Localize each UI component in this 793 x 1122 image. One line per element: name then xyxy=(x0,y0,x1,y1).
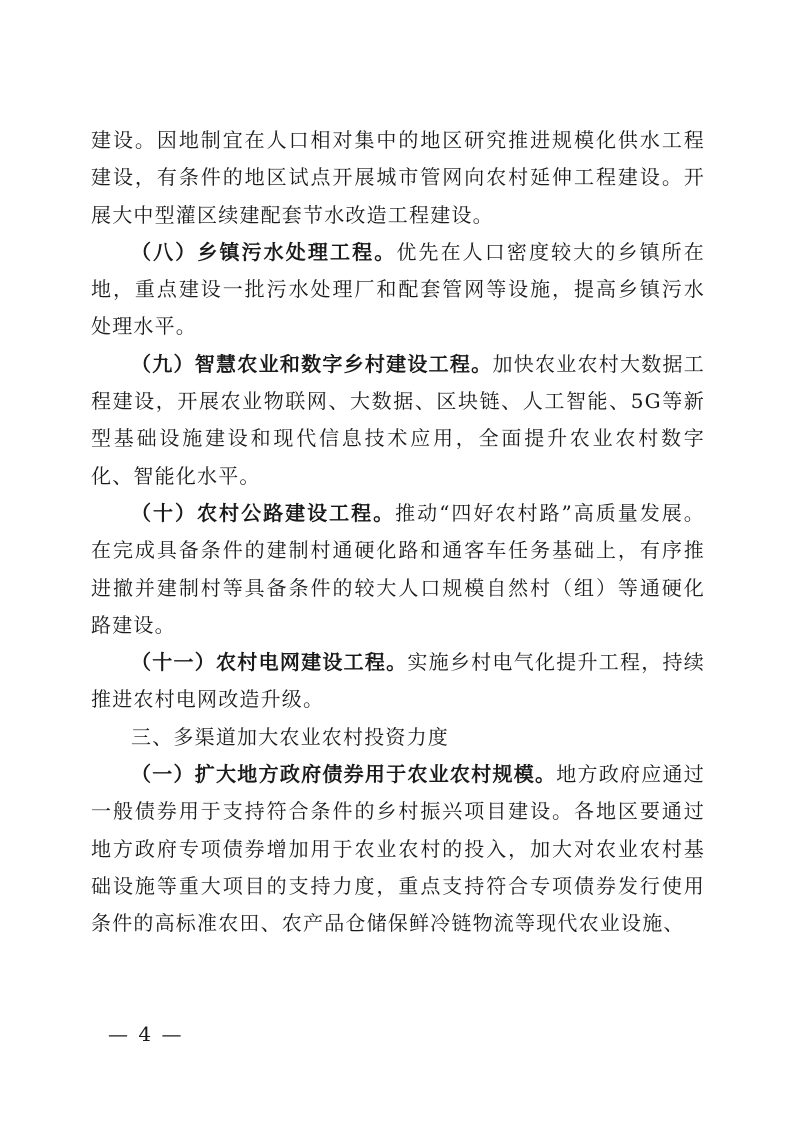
paragraph-heading: （八）乡镇污水处理工程。 xyxy=(131,239,397,264)
paragraph-continuation xyxy=(91,122,705,234)
paragraph-body: 加快农业农村大数据工程建设，开展农业物联网、大数据、区块链、人工智能、5G等新型基础设施建设和现代信息技术应用，全面提升农业农村数字化、智能化水平。 xyxy=(91,351,706,488)
paragraph-heading: （一）扩大地方政府债券用于农业农村规模。 xyxy=(131,762,557,787)
paragraph-body: 优先在人口密度较大的乡镇所在地，重点建设一批污水处理厂和配套管网等设施，提高乡镇污水处理水平。 xyxy=(91,239,705,339)
section-title: 三、多渠道加大农业农村投资力度 xyxy=(131,724,449,749)
paragraph-item-8 xyxy=(91,234,705,346)
paragraph-item-9 xyxy=(91,346,705,495)
paragraph-item-10 xyxy=(91,495,705,644)
page-number: — 4 — xyxy=(108,1022,184,1046)
paragraph-heading: （十）农村公路建设工程。 xyxy=(131,500,396,525)
section-paragraph-1 xyxy=(91,756,705,942)
document-body xyxy=(91,122,705,943)
paragraph-body: 实施乡村电气化提升工程，持续推进农村电网改造升级。 xyxy=(91,650,705,712)
paragraph-body: 地方政府应通过一般债券用于支持符合条件的乡村振兴项目建设。各地区要通过地方政府专项债券增加用于农业农村的投入，加大对农业农村基础设施等重大项目的支持力度，重点支持符合专项债券发行使用条件的高标准农田、农产品仓储保鲜冷链物流等现代农业设施、 xyxy=(91,762,706,936)
paragraph-body: 建设。因地制宜在人口相对集中的地区研究推进规模化供水工程建设，有条件的地区试点开展城市管网向农村延伸工程建设。开展大中型灌区续建配套节水改造工程建设。 xyxy=(91,128,705,227)
paragraph-heading: （十一）农村电网建设工程。 xyxy=(131,650,408,675)
paragraph-item-11 xyxy=(91,644,705,719)
paragraph-heading: （九）智慧农业和数字乡村建设工程。 xyxy=(131,351,493,376)
paragraph-body: 推动“四好农村路”高质量发展。在完成具备条件的建制村通硬化路和通客车任务基础上，有序推进撤并建制村等具备条件的较大人口规模自然村（组）等通硬化路建设。 xyxy=(91,500,706,637)
